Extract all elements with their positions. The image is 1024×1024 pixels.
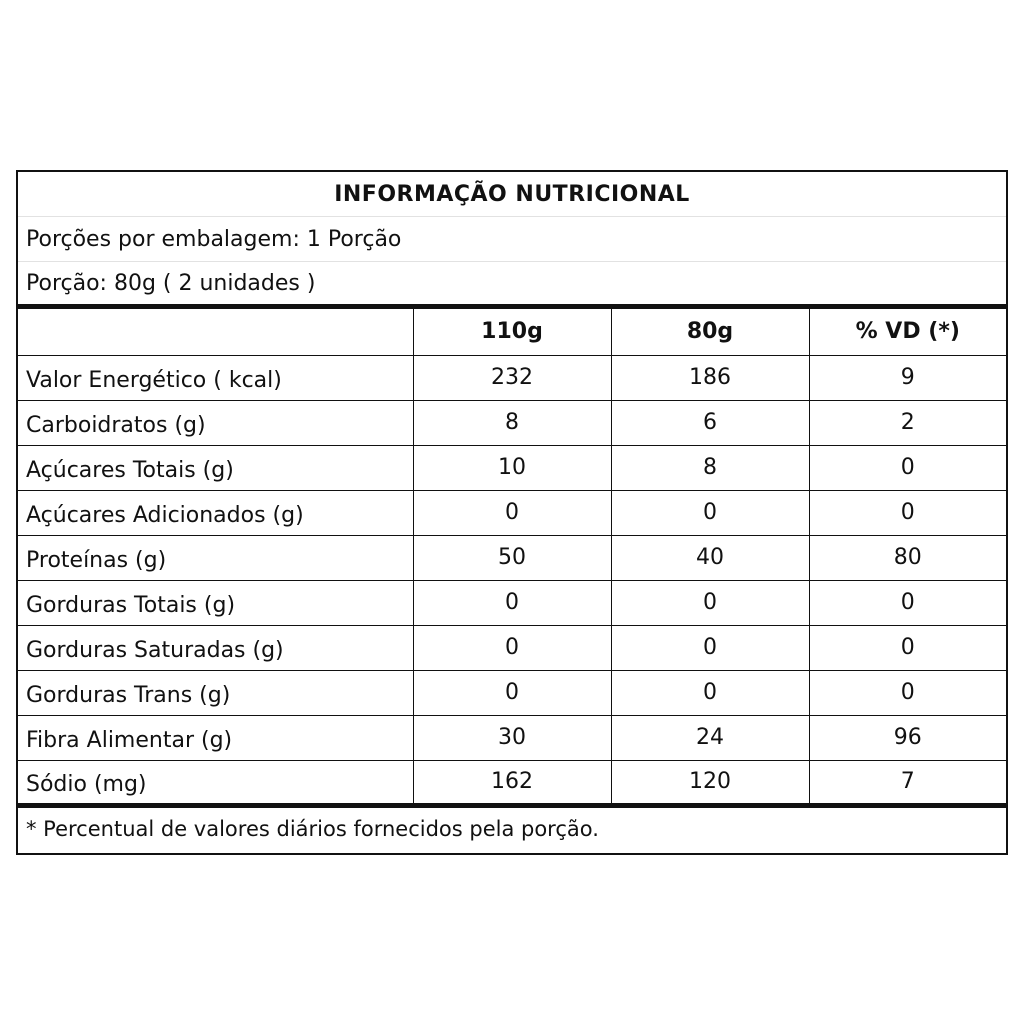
table-header-row [18,309,1006,355]
value-110g: 0 [413,580,611,625]
value-110g: 30 [413,715,611,760]
value-110g: 10 [413,445,611,490]
value-110g: 162 [413,760,611,805]
value-80g: 40 [611,535,809,580]
header-110g: 110g [413,309,611,355]
value-80g: 8 [611,445,809,490]
value-daily: 2 [809,400,1006,445]
value-110g: 0 [413,490,611,535]
value-110g: 0 [413,625,611,670]
header-nutrient [18,309,413,355]
nutrient-name: Carboidratos (g) [18,400,413,445]
nutrient-name: Gorduras Totais (g) [18,580,413,625]
nutrient-name: Fibra Alimentar (g) [18,715,413,760]
value-daily: 0 [809,580,1006,625]
nutrient-name: Gorduras Saturadas (g) [18,625,413,670]
value-daily: 96 [809,715,1006,760]
value-110g: 8 [413,400,611,445]
nutrient-name: Açúcares Adicionados (g) [18,490,413,535]
table-row [18,625,1006,670]
table-row [18,535,1006,580]
value-110g: 232 [413,355,611,400]
value-80g: 0 [611,670,809,715]
value-80g: 0 [611,490,809,535]
value-daily: 7 [809,760,1006,805]
nutrient-name: Sódio (mg) [18,760,413,805]
value-daily: 80 [809,535,1006,580]
table-row [18,760,1006,805]
table-row [18,445,1006,490]
nutrition-title: INFORMAÇÃO NUTRICIONAL [18,172,1006,217]
nutrient-name: Valor Energético ( kcal) [18,355,413,400]
value-80g: 186 [611,355,809,400]
table-row [18,355,1006,400]
table-row [18,715,1006,760]
nutrient-name: Gorduras Trans (g) [18,670,413,715]
table-row [18,670,1006,715]
table-row [18,580,1006,625]
table-row [18,490,1006,535]
servings-per-package: Porções por embalagem: 1 Porção [18,217,1006,262]
value-80g: 6 [611,400,809,445]
value-daily: 9 [809,355,1006,400]
value-daily: 0 [809,670,1006,715]
value-80g: 120 [611,760,809,805]
header-80g: 80g [611,309,809,355]
value-daily: 0 [809,490,1006,535]
nutrition-facts-panel [16,170,1008,855]
value-80g: 0 [611,625,809,670]
header-daily-value: % VD (*) [809,309,1006,355]
value-daily: 0 [809,625,1006,670]
nutrient-name: Açúcares Totais (g) [18,445,413,490]
nutrient-name: Proteínas (g) [18,535,413,580]
serving-size: Porção: 80g ( 2 unidades ) [18,262,1006,309]
value-110g: 50 [413,535,611,580]
value-80g: 24 [611,715,809,760]
value-daily: 0 [809,445,1006,490]
value-80g: 0 [611,580,809,625]
nutrition-table [18,309,1006,808]
value-110g: 0 [413,670,611,715]
table-row [18,400,1006,445]
footnote: * Percentual de valores diários fornecidos pela porção. [26,816,599,841]
